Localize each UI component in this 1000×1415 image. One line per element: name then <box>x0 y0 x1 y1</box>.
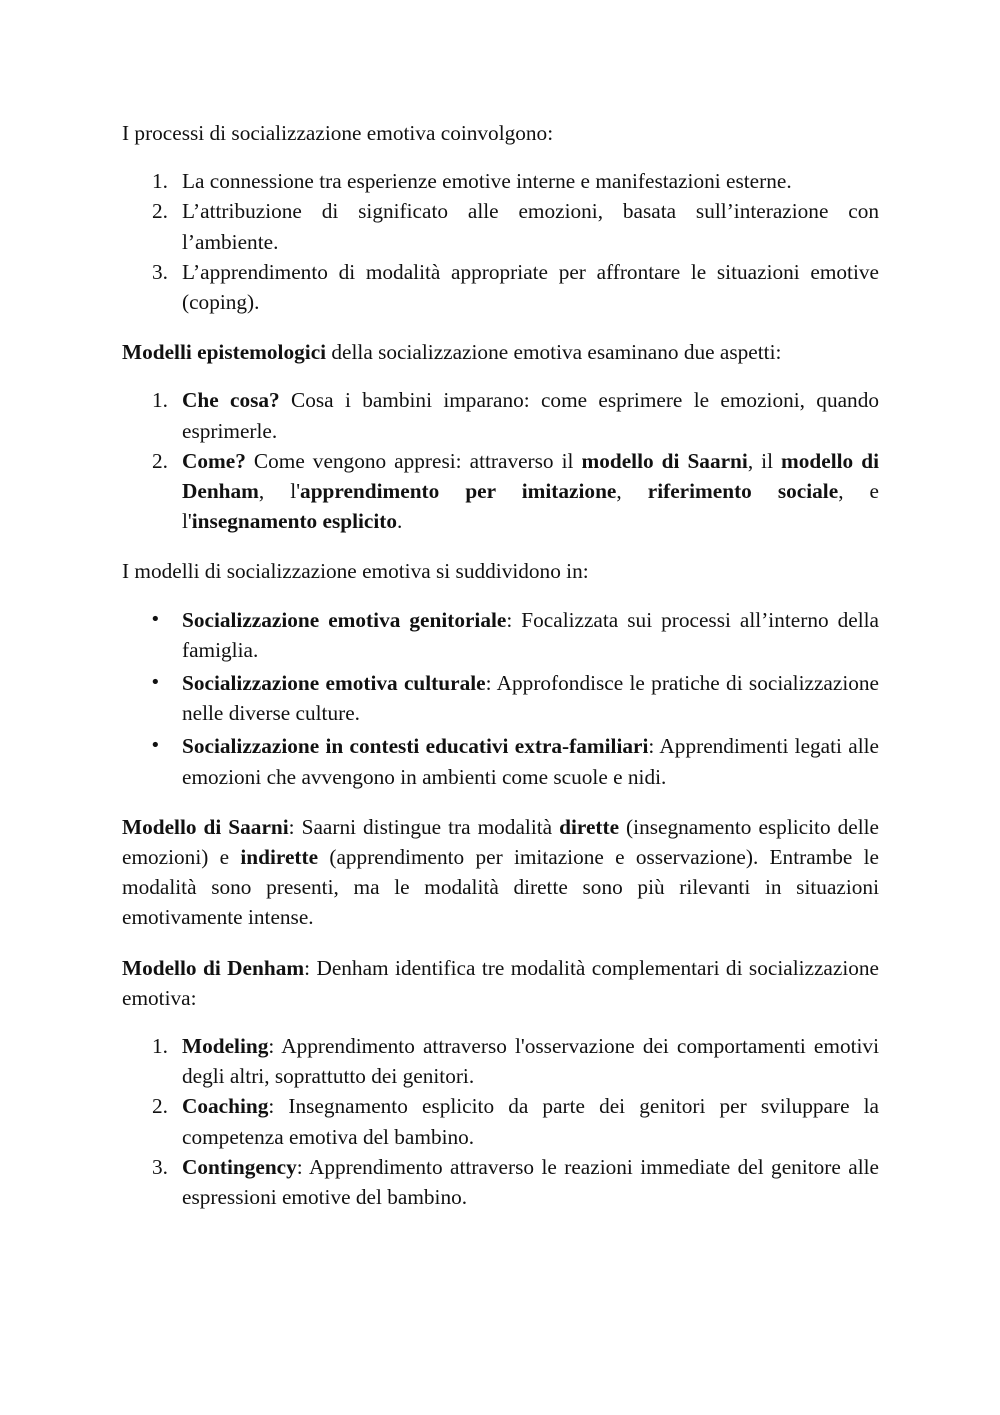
list-item: 3. L’apprendimento di modalità appropriate per affrontare le situazioni emotive (coping). <box>152 259 879 315</box>
list-item: • Socializzazione in contesti educativi extra-familiari: Apprendimenti legati alle emozioni che avvengono in ambienti come scuole e nidi. <box>122 731 879 791</box>
epistemological-list <box>122 385 879 536</box>
bullet-icon: • <box>150 735 161 757</box>
saarni-paragraph: Modello di Saarni: Saarni distingue tra modalità dirette (insegnamento esplicito delle emozioni) e indirette (apprendimento per imitazione e osservazione). Entrambe le modalità sono presenti, ma le modalità dirette sono più rilevanti in situazioni emotivamente intense. <box>122 814 880 930</box>
process-list <box>122 166 879 317</box>
models-list <box>122 605 879 792</box>
list-item: • Socializzazione emotiva genitoriale: Focalizzata sui processi all’interno della famiglia. <box>122 605 879 665</box>
bullet-icon: • <box>150 672 161 694</box>
list-item: • Socializzazione emotiva culturale: Approfondisce le pratiche di socializzazione nelle diverse culture. <box>122 668 879 728</box>
list-item: 3. Contingency: Apprendimento attraverso le reazioni immediate del genitore alle espressioni emotive del bambino. <box>152 1154 879 1210</box>
list-item: 2. Come? Come vengono appresi: attraverso il modello di Saarni, il modello di Denham, l'apprendimento per imitazione, riferimento sociale, e l'insegnamento esplicito. <box>152 448 880 534</box>
epistemological-paragraph: Modelli epistemologici della socializzazione emotiva esaminano due aspetti: <box>122 340 782 365</box>
denham-list <box>122 1031 879 1212</box>
list-item: 1. Modeling: Apprendimento attraverso l'osservazione dei comportamenti emotivi degli altri, soprattutto dei genitori. <box>152 1034 879 1089</box>
intro-paragraph: I processi di socializzazione emotiva coinvolgono: <box>122 121 554 145</box>
list-item: 1. La connessione tra esperienze emotive interne e manifestazioni esterne. <box>152 169 792 194</box>
list-item: 2. Coaching: Insegnamento esplicito da parte dei genitori per sviluppare la competenza emotiva del bambino. <box>152 1094 879 1149</box>
bullet-icon: • <box>150 608 161 630</box>
document-page <box>122 118 879 1212</box>
list-item: 2. L’attribuzione di significato alle emozioni, basata sull’interazione con l’ambiente. <box>152 199 879 254</box>
list-item: 1. Che cosa? Cosa i bambini imparano: come esprimere le emozioni, quando esprimerle. <box>152 388 880 443</box>
models-intro-paragraph: I modelli di socializzazione emotiva si suddividono in: <box>122 559 589 584</box>
denham-paragraph: Modello di Denham: Denham identifica tre modalità complementari di socializzazione emotiva: <box>122 955 879 1010</box>
